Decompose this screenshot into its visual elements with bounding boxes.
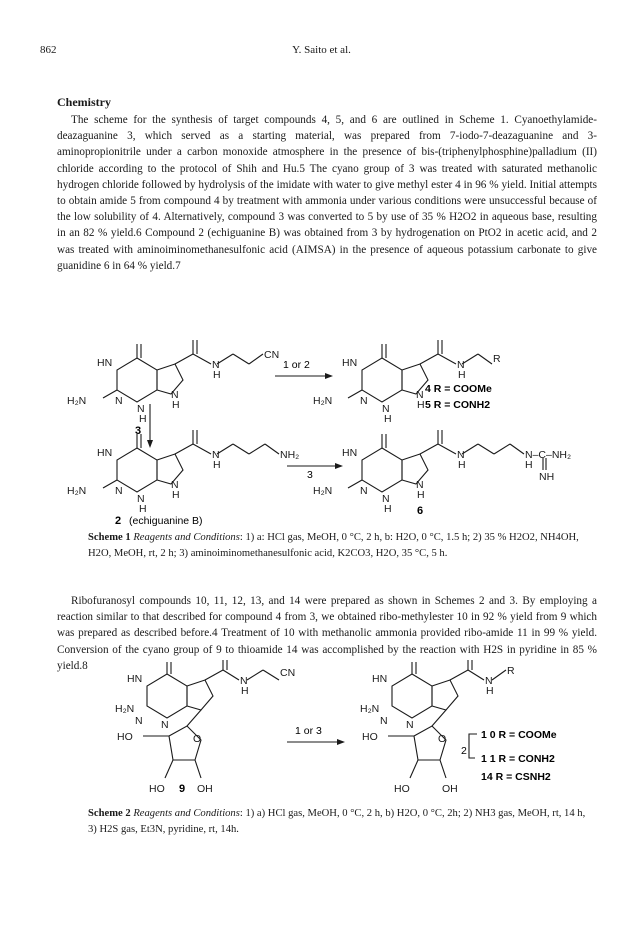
paragraph-1-text: The scheme for the synthesis of target compounds 4, 5, and 6 are outlined in Scheme 1. Cyanoethylamide-deazaguanine 3, which served as a starting material, was prepared from 7-iodo-7-deazaguanine and 3-aminopropionitrile under a carbon monoxide atmosphere in the presence of bis-(triphenylphosphine)palladium (II) chloride according to the protocol of Shih and Hu.5 The cyano group of 3 was treated with saturated methanolic hydrogen chloride followed by hydrolysis of the imidate with water to give methyl ester 4 in 96 % yield. Initial attempts to obtain amide 5 from compound 4 by treatment with ammonia under various conditions were unsuccessful because of the low solubility of 4. Alternatively, compound 3 was converted to 5 by use of 35 % H2O2 in aqueous base, resulting in an 82 % yield.6 Compound 2 (echiguanine B) was obtained from 3 by hydrogenation on PtO2 in acetic acid, and 2 was treated with aminoiminomethanesulfonic acid (AIMSA) in the presence of aqueous potassium carbonate to give guanidine 6 in 64 % yield.7 (57, 114, 597, 272)
scheme-1-figure (57, 338, 597, 528)
svg-text:H: H (213, 459, 221, 471)
scheme-2-caption-italic: Reagents and Conditions (133, 808, 240, 819)
svg-text:H: H (486, 685, 494, 697)
svg-text:N–C–NH₂: N–C–NH₂ (525, 449, 572, 461)
svg-text:N: N (360, 395, 368, 407)
svg-text:H₂N: H₂N (67, 485, 87, 497)
svg-text:HN: HN (372, 673, 388, 685)
svg-text:HN: HN (342, 447, 358, 459)
svg-text:N: N (137, 403, 145, 415)
svg-text:O: O (438, 733, 447, 745)
r-group-10: 1 0 R = COOMe (481, 729, 557, 741)
scheme-2-caption-title: Scheme 2 (88, 808, 131, 819)
compound-2-name: (echiguanine B) (129, 515, 203, 527)
svg-text:N: N (171, 389, 179, 401)
scheme-1-caption-text: : 1) a: HCl gas, MeOH, 0 °C, 2 h, b: H2O, 0 °C, 1.5 h; 2) 35 % H2O2, NH4OH, H2O, MeOH, rt, 2 h; 3) aminoiminomethanesulfonic acid, K2CO3, H2O, 35 °C, 5 h. (88, 532, 579, 559)
svg-text:H: H (384, 413, 392, 425)
svg-text:H: H (458, 459, 466, 471)
svg-text:HO: HO (362, 731, 378, 743)
svg-text:N: N (380, 715, 388, 727)
svg-text:N: N (360, 485, 368, 497)
compound-9-label: 9 (179, 783, 186, 795)
scheme-2-branch-label: 2 (461, 745, 467, 757)
scheme-2-figure (57, 660, 597, 800)
svg-text:H: H (384, 503, 392, 515)
svg-text:HO: HO (394, 783, 410, 795)
compound-3-label: 3 (135, 425, 142, 437)
svg-text:HN: HN (97, 447, 113, 459)
svg-text:H₂N: H₂N (313, 485, 333, 497)
svg-text:N: N (406, 719, 414, 731)
svg-text:N: N (137, 493, 145, 505)
scheme-1-caption (88, 530, 588, 561)
svg-text:H: H (172, 489, 180, 501)
svg-text:R: R (507, 665, 515, 677)
svg-text:HN: HN (127, 673, 143, 685)
svg-text:H: H (172, 399, 180, 411)
paragraph-1 (57, 112, 597, 274)
svg-text:NH: NH (539, 471, 555, 483)
svg-text:N: N (161, 719, 169, 731)
svg-text:NH₂: NH₂ (280, 449, 300, 461)
svg-text:N: N (457, 359, 465, 371)
scheme-1-arrow-1-label: 1 or 2 (283, 359, 310, 371)
svg-text:R: R (493, 353, 501, 365)
svg-text:OH: OH (442, 783, 458, 795)
r-group-4: 4 R = COOMe (425, 383, 492, 395)
scheme-2-caption (88, 806, 588, 837)
svg-text:H: H (417, 399, 425, 411)
svg-text:H₂N: H₂N (313, 395, 333, 407)
svg-text:H: H (458, 369, 466, 381)
section-title: Chemistry (57, 95, 111, 109)
page-number: 862 (40, 44, 57, 56)
svg-text:H: H (417, 489, 425, 501)
svg-text:N: N (115, 395, 123, 407)
svg-text:HO: HO (117, 731, 133, 743)
svg-text:CN: CN (280, 667, 296, 679)
svg-text:H: H (525, 459, 533, 471)
svg-text:N: N (212, 449, 220, 461)
paragraph-2-text: Ribofuranosyl compounds 10, 11, 12, 13, and 14 were prepared as shown in Schemes 2 and 3. By employing a reaction similar to that described for compound 4 from 3, we obtained ribo-methylester 10 in 92 % yield from 9 which was prepared as described before.4 Treatment of 10 with methanolic ammonia provided ribo-amide 11 in 99 % yield. Conversion of the cyano group of 9 to thioamide 14 was accomplished by the reaction with H2S in pyridine in 85 % yield.8 (57, 595, 597, 672)
compound-3-structure (103, 340, 263, 402)
r-group-14: 14 R = CSNH2 (481, 771, 551, 783)
svg-text:H: H (139, 503, 147, 515)
svg-text:H: H (241, 685, 249, 697)
svg-text:N: N (382, 403, 390, 415)
svg-text:CN: CN (264, 349, 280, 361)
svg-text:HN: HN (342, 357, 358, 369)
svg-text:OH: OH (197, 783, 213, 795)
r-group-11: 1 1 R = CONH2 (481, 753, 555, 765)
svg-text:N: N (457, 449, 465, 461)
compound-2-structure (103, 430, 279, 492)
svg-text:N: N (240, 675, 248, 687)
svg-text:N: N (485, 675, 493, 687)
r-group-5: 5 R = CONH2 (425, 399, 491, 411)
svg-text:HO: HO (149, 783, 165, 795)
svg-text:N: N (135, 715, 143, 727)
svg-text:N: N (416, 479, 424, 491)
svg-text:H₂N: H₂N (360, 703, 380, 715)
svg-text:N: N (212, 359, 220, 371)
compound-2-label: 2 (115, 515, 122, 527)
scheme-1-arrow-2-label: 3 (307, 469, 313, 481)
svg-text:HN: HN (97, 357, 113, 369)
svg-text:N: N (115, 485, 123, 497)
svg-text:N: N (171, 479, 179, 491)
scheme-1-caption-italic: Reagents and Conditions (133, 532, 240, 543)
svg-text:H₂N: H₂N (67, 395, 87, 407)
scheme-2-caption-text: : 1) a) HCl gas, MeOH, 0 °C, 2 h, b) H2O, 0 °C, 2h; 2) NH3 gas, MeOH, rt, 14 h, 3) H2S gas, Et3N, pyridine, rt, 14h. (88, 808, 586, 835)
svg-text:O: O (193, 733, 202, 745)
compound-6-label: 6 (417, 505, 424, 517)
scheme-1-caption-title: Scheme 1 (88, 532, 131, 543)
compound-6-structure (348, 430, 546, 492)
svg-text:H: H (139, 413, 147, 425)
running-title: Y. Saito et al. (292, 44, 351, 56)
svg-text:H: H (213, 369, 221, 381)
svg-text:N: N (416, 389, 424, 401)
svg-text:N: N (382, 493, 390, 505)
svg-text:H₂N: H₂N (115, 703, 135, 715)
scheme-2-arrow-label: 1 or 3 (295, 725, 322, 737)
